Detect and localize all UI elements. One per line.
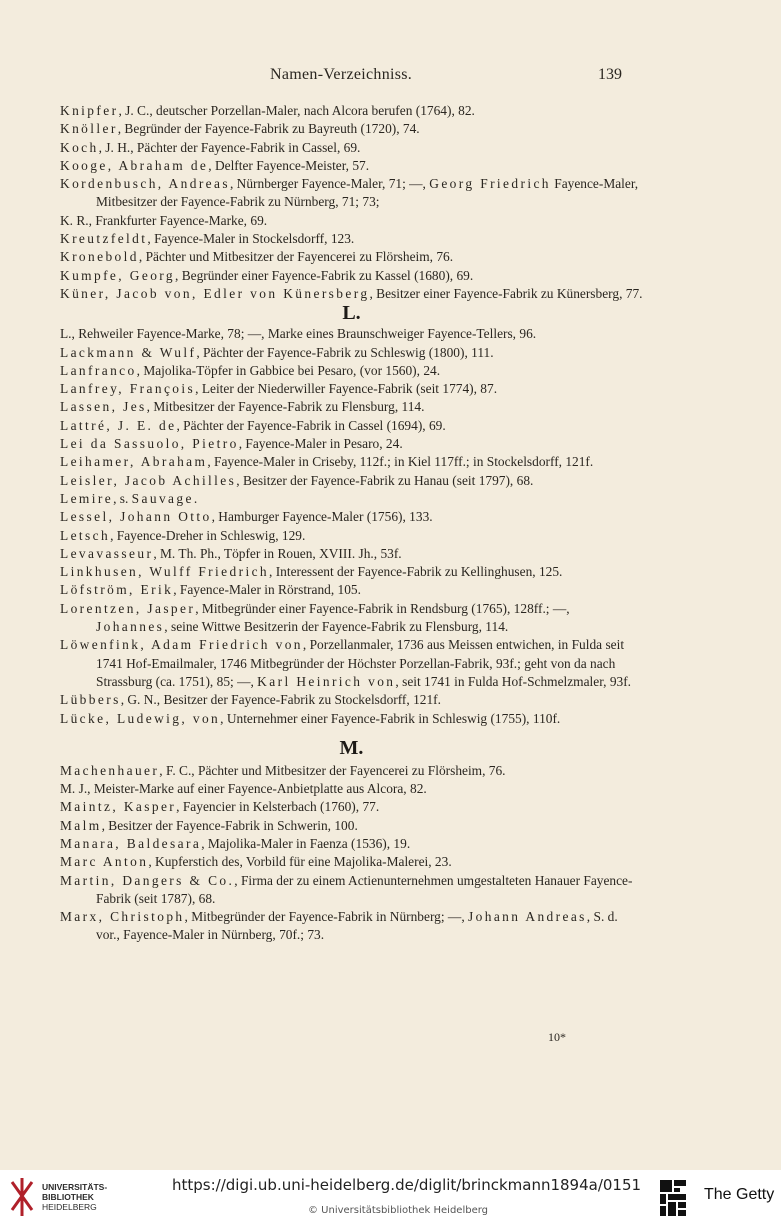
entry-text: , Porzellanmaler, 1736 aus Meissen entwichen, in Fulda seit 1741 Hof-Emailmaler, 1746 Mitbegründer der Höchster Porzellan-Fabrik, 93f.; geht von da nach Strassburg (ca. 1751), 85; —, — [96, 637, 625, 689]
index-entry — [60, 490, 643, 508]
entry-text: L., Rehweiler Fayence-Marke, 78; —, Marke eines Braunschweiger Fayence-Tellers, 96. — [60, 326, 537, 342]
entry-name: Malm — [60, 817, 102, 833]
entry-name: Leisler, Jacob Achilles — [60, 472, 237, 488]
entry-text: , Besitzer der Fayence-Fabrik zu Hanau (seit 1797), 68. — [236, 472, 534, 488]
entry-name: Löwenfink, Adam Friedrich von — [60, 637, 303, 653]
entry-name: Lackmann & Wulf — [60, 344, 197, 360]
entry-name: Sauvage — [131, 490, 194, 506]
entry-name: Leihamer, Abraham — [60, 454, 208, 470]
entry-text: , G. N., Besitzer der Fayence-Fabrik zu Stockelsdorff, 121f. — [120, 692, 441, 708]
entry-text: . — [193, 490, 198, 506]
index-entry — [60, 212, 643, 230]
entry-name: Letsch — [60, 527, 111, 543]
entry-text: , Besitzer der Fayence-Fabrik in Schwerin, 100. — [101, 817, 358, 833]
entry-text: , Nürnberger Fayence-Maler, 71; —, — [229, 176, 430, 192]
index-entry — [60, 230, 643, 248]
entry-text: K. R., Frankfurter Fayence-Marke, 69. — [60, 212, 268, 228]
entry-name: Karl Heinrich von — [257, 673, 396, 689]
getty-name: The Getty — [704, 1186, 775, 1203]
index-entry — [60, 380, 643, 398]
index-entry — [60, 710, 643, 728]
page-number: 139 — [598, 66, 622, 83]
entry-text: , Leiter der Niederwiller Fayence-Fabrik (seit 1774), 87. — [195, 381, 498, 397]
entry-name: Lei da Sassuolo, Pietro — [60, 436, 239, 452]
ub-line-2: BIBLIOTHEK — [42, 1192, 94, 1202]
entries-group-m — [60, 762, 643, 945]
entry-text: , Majolika-Töpfer in Gabbice bei Pesaro, (vor 1560), 24. — [136, 362, 441, 378]
entry-name: Linkhusen, Wulff Friedrich — [60, 564, 270, 580]
index-entry — [60, 248, 643, 266]
index-entry — [60, 691, 643, 709]
entry-text: , Pächter der Fayence-Fabrik in Cassel (1694), 69. — [176, 417, 446, 433]
index-entry — [60, 872, 643, 909]
entry-name: Koch — [60, 139, 99, 155]
entry-name: Manara, Baldesara — [60, 835, 202, 851]
entry-name: Lattré, J. E. de — [60, 417, 177, 433]
entry-text: , F. C., Pächter und Mitbesitzer der Fayencerei zu Flörsheim, 76. — [159, 762, 506, 778]
index-entry — [60, 344, 643, 362]
getty-logo-icon — [658, 1178, 688, 1218]
entry-name: Lorentzen, Jasper — [60, 600, 196, 616]
entry-name: Lessel, Johann Otto — [60, 509, 212, 525]
entry-text: , Firma der zu einem Actienunternehmen umgestalteten Hanauer Fayence-Fabrik (seit 1787), 68. — [96, 872, 633, 906]
footer-bar — [0, 1170, 781, 1226]
index-entry — [60, 780, 643, 798]
entry-text: , Fayencier in Kelsterbach (1760), 77. — [176, 799, 380, 815]
entry-name: Knipfer — [60, 103, 119, 118]
index-entry — [60, 453, 643, 471]
index-entry — [60, 908, 643, 945]
index-entry — [60, 417, 643, 435]
entry-text: , Hamburger Fayence-Maler (1756), 133. — [211, 509, 433, 525]
entry-text: , Fayence-Dreher in Schleswig, 129. — [110, 527, 306, 543]
entry-name: Martin, Dangers & Co. — [60, 872, 235, 888]
entry-name: Levavasseur — [60, 545, 154, 561]
index-entry — [60, 600, 643, 637]
entry-text: , Pächter und Mitbesitzer der Fayencerei zu Flörsheim, 76. — [138, 249, 454, 265]
entry-name: Johann Andreas — [468, 909, 587, 925]
entry-name: Johannes — [96, 619, 165, 635]
index-entry — [60, 325, 643, 343]
entry-name: Knöller — [60, 121, 118, 137]
index-entry — [60, 267, 643, 285]
entry-name: Lanfrey, François — [60, 381, 196, 397]
entry-text: , seit 1741 in Fulda Hof-Schmelzmaler, 93f. — [395, 673, 632, 689]
entry-text: , Mitbegründer einer Fayence-Fabrik in Rendsburg (1765), 128ff.; —, — [195, 600, 570, 616]
index-entry — [60, 472, 643, 490]
index-entry — [60, 798, 643, 816]
entry-name: Löfström, Erik — [60, 582, 174, 598]
entry-name: Kooge, Abraham de — [60, 157, 209, 173]
entry-name: Marx, Christoph — [60, 909, 185, 925]
signature-mark: 10* — [548, 1030, 566, 1044]
entry-text: , Mitbegründer der Fayence-Fabrik in Nürnberg; —, — [184, 909, 469, 925]
entry-text: , Pächter der Fayence-Fabrik zu Schleswig (1800), 111. — [196, 344, 494, 360]
entry-text: M. J., Meister-Marke auf einer Fayence-Anbietplatte aus Alcora, 82. — [60, 781, 427, 797]
index-entry — [60, 175, 643, 212]
entry-text: , J. H., Pächter der Fayence-Fabrik in Cassel, 69. — [98, 139, 361, 155]
index-entry — [60, 581, 643, 599]
index-entry — [60, 527, 643, 545]
entry-name: Machenhauer — [60, 762, 160, 778]
index-entry — [60, 853, 643, 871]
entry-text: , J. C., deutscher Porzellan-Maler, nach Alcora berufen (1764), 82. — [118, 103, 475, 118]
permalink-url[interactable]: https://digi.ub.uni-heidelberg.de/diglit/brinckmann1894a/0151 — [172, 1176, 642, 1194]
index-entry — [60, 563, 643, 581]
ub-line-1: UNIVERSITÄTS- — [42, 1182, 108, 1192]
index-entry — [60, 102, 643, 120]
entry-text: , Unternehmer einer Fayence-Fabrik in Schleswig (1755), 110f. — [220, 710, 561, 726]
entry-name: Lübbers — [60, 692, 121, 708]
university-library-logo-icon — [8, 1176, 36, 1218]
entry-name: Kreutzfeldt — [60, 231, 148, 247]
entry-text: , S. d. vor., Fayence-Maler in Nürnberg, 70f.; 73. — [96, 909, 618, 943]
entry-name: Georg Friedrich — [429, 176, 551, 192]
entry-text: , Kupferstich des, Vorbild für eine Majolika-Malerei, 23. — [148, 854, 452, 870]
entry-text: , Besitzer einer Fayence-Fabrik zu Künersberg, 77. — [369, 285, 643, 301]
entry-text: , Begründer einer Fayence-Fabrik zu Kassel (1680), 69. — [175, 267, 474, 283]
university-library-name — [42, 1182, 107, 1212]
entry-text: , Begründer der Fayence-Fabrik zu Bayreuth (1720), 74. — [117, 121, 420, 137]
entry-name: Kordenbusch, Andreas — [60, 176, 230, 192]
index-entry — [60, 398, 643, 416]
entry-text: , Fayence-Maler in Rörstrand, 105. — [173, 582, 361, 598]
entry-name: Kumpfe, Georg — [60, 267, 175, 283]
section-heading-m: M. — [339, 736, 364, 759]
entry-name: Lassen, Jes — [60, 399, 147, 415]
index-entry — [60, 139, 643, 157]
entry-text: , Majolika-Maler in Faenza (1536), 19. — [201, 835, 411, 851]
index-entry — [60, 157, 643, 175]
copyright-notice: © Universitätsbibliothek Heidelberg — [308, 1205, 489, 1216]
index-entry — [60, 817, 643, 835]
index-entry — [60, 545, 643, 563]
entry-name: Küner, Jacob von, Edler von Künersberg — [60, 285, 370, 301]
entries-group-l — [60, 325, 643, 728]
entry-text: Fayence-Maler, Mitbesitzer der Fayence-Fabrik zu Nürnberg, 71; 73; — [96, 176, 639, 210]
entry-text: , Fayence-Maler in Stockelsdorff, 123. — [147, 231, 355, 247]
index-entries — [60, 102, 643, 945]
index-entry — [60, 835, 643, 853]
entry-name: Marc Anton — [60, 854, 149, 870]
running-head-title: Namen-Verzeichniss. — [270, 66, 413, 83]
index-entry — [60, 762, 643, 780]
entry-text: , Fayence-Maler in Criseby, 112f.; in Kiel 117ff.; in Stockelsdorff, 121f. — [207, 454, 594, 470]
entry-text: , Interessent der Fayence-Fabrik zu Kellinghusen, 125. — [269, 564, 563, 580]
index-entry — [60, 508, 643, 526]
entry-name: Kronebold — [60, 249, 139, 265]
entry-name: Maintz, Kasper — [60, 799, 177, 815]
section-heading-l: L. — [342, 302, 361, 325]
entries-group-k — [60, 102, 643, 303]
entry-text: , Mitbesitzer der Fayence-Fabrik zu Flensburg, 114. — [146, 399, 425, 415]
index-entry — [60, 435, 643, 453]
entry-text: , seine Wittwe Besitzerin der Fayence-Fabrik zu Flensburg, 114. — [164, 619, 509, 635]
entry-name: Lanfranco — [60, 362, 137, 378]
index-entry — [60, 120, 643, 138]
entry-name: Lemire — [60, 490, 114, 506]
entry-name: Lücke, Ludewig, von — [60, 710, 221, 726]
index-entry — [60, 362, 643, 380]
entry-text: , Delfter Fayence-Meister, 57. — [208, 157, 370, 173]
entry-text: , Fayence-Maler in Pesaro, 24. — [238, 436, 403, 452]
index-entry — [60, 636, 643, 691]
entry-text: , M. Th. Ph., Töpfer in Rouen, XVIII. Jh., 53f. — [153, 545, 402, 561]
ub-line-3: HEIDELBERG — [42, 1202, 97, 1212]
entry-text: , s. — [113, 490, 132, 506]
